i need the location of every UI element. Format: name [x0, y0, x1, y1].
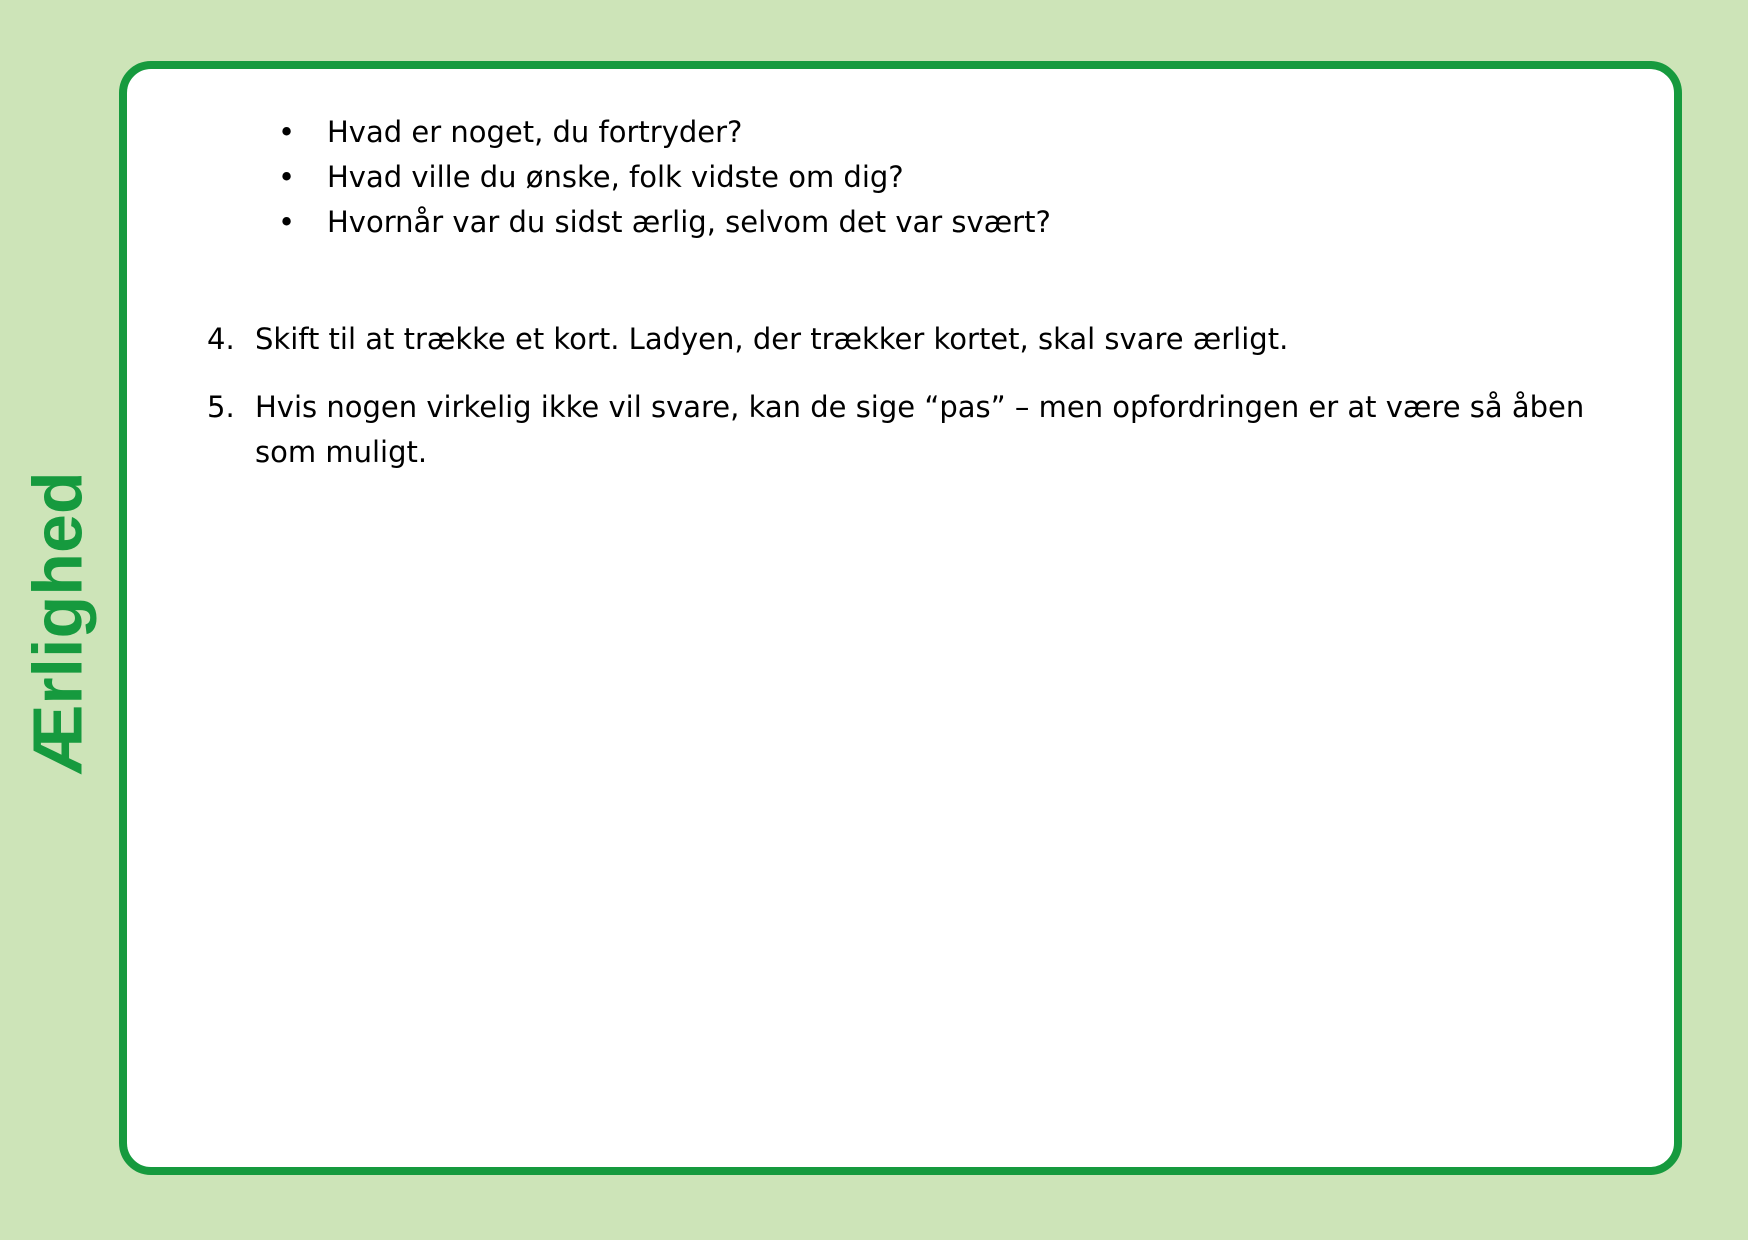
question-item: [127, 200, 1627, 245]
bullet-icon: •: [278, 115, 296, 149]
bullet-icon: •: [278, 205, 296, 239]
step-text: Hvis nogen virkelig ikke vil svare, kan de sige “pas” – men opfordringen er at være så åben som muligt.: [255, 390, 1585, 469]
side-title: [19, 467, 98, 779]
side-title-text: Ærlighed: [19, 471, 98, 775]
step-item: [127, 385, 1625, 475]
question-list: [127, 110, 1627, 245]
step-list: [127, 317, 1627, 498]
question-item: [127, 155, 1627, 200]
question-text: Hvad ville du ønske, folk vidste om dig?: [327, 160, 904, 194]
step-item: [127, 317, 1625, 362]
content-card: [119, 61, 1682, 1175]
bullet-icon: •: [278, 160, 296, 194]
step-number: 4.: [207, 322, 235, 356]
step-number: 5.: [207, 390, 235, 424]
question-item: [127, 110, 1627, 155]
question-text: Hvornår var du sidst ærlig, selvom det var svært?: [327, 205, 1051, 239]
question-text: Hvad er noget, du fortryder?: [327, 115, 743, 149]
step-text: Skift til at trække et kort. Ladyen, der trækker kortet, skal svare ærligt.: [255, 322, 1289, 356]
